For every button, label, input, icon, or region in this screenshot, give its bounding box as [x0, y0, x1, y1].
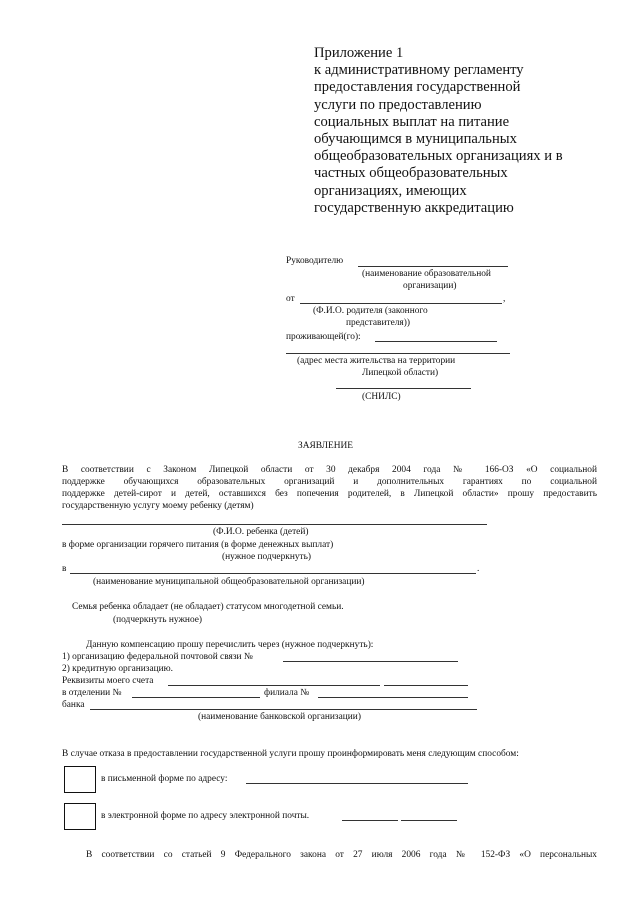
intro-line: государственную услугу моему ребенку (детям): [62, 501, 254, 511]
compensation-option-post: 1) организацию федеральной почтовой связи №: [62, 652, 253, 662]
appendix-line: услуги по предоставлению: [314, 96, 482, 113]
from-label: от: [286, 294, 295, 304]
family-status-hint: (подчеркнуть нужное): [113, 615, 203, 625]
org-hint: организации): [403, 281, 457, 291]
org-name-field[interactable]: [358, 266, 508, 267]
in-end: .: [477, 564, 480, 574]
post-option-label: в письменной форме по адресу:: [101, 774, 228, 784]
address-hint: Липецкой области): [362, 368, 439, 378]
account-field-2[interactable]: [384, 685, 468, 686]
filial-label: филиала №: [264, 688, 310, 698]
compensation-option-bank: 2) кредитную организацию.: [62, 664, 174, 674]
family-status-line: Семья ребенка обладает (не обладает) статусом многодетной семьи.: [72, 602, 344, 612]
school-hint: (наименование муниципальной общеобразовательной организации): [93, 577, 365, 587]
address-field[interactable]: [375, 341, 497, 342]
parent-hint: (Ф.И.О. родителя (законного: [313, 306, 428, 316]
footer-line: В соответствии со статьей 9 Федерального закона от 27 июля 2006 года № 152-ФЗ «О персональных: [86, 850, 597, 860]
appendix-line: общеобразовательных организациях и в: [314, 148, 563, 165]
intro-line: В соответствии с Законом Липецкой области от 30 декабря 2004 года № 166-ОЗ «О социальной: [62, 465, 597, 475]
org-hint: (наименование образовательной: [362, 269, 491, 279]
snils-field[interactable]: [336, 388, 471, 389]
post-address-field[interactable]: [246, 783, 468, 784]
email-field-2[interactable]: [401, 820, 457, 821]
account-label: Реквизиты моего счета: [62, 676, 154, 686]
child-name-field[interactable]: [62, 524, 487, 525]
to-label: Руководителю: [286, 256, 344, 266]
post-option-checkbox[interactable]: [64, 766, 96, 793]
compensation-intro: Данную компенсацию прошу перечислить через (нужное подчеркнуть):: [86, 640, 374, 650]
intro-line: поддержке детей-сирот и детей, оставшихся без попечения родителей, в Липецкой области» прошу предоставить: [62, 489, 597, 499]
filial-number-field[interactable]: [318, 697, 468, 698]
address-hint: (адрес места жительства на территории: [297, 356, 456, 366]
appendix-line: к административному регламенту: [314, 62, 524, 79]
form-hint: (нужное подчеркнуть): [222, 552, 312, 562]
email-option-checkbox[interactable]: [64, 803, 96, 830]
appendix-line: Приложение 1: [314, 45, 404, 61]
appendix-line: обучающимся в муниципальных: [314, 131, 517, 148]
appendix-line: частных общеобразовательных: [314, 165, 508, 182]
bank-label: банка: [62, 700, 85, 710]
document-title: ЗАЯВЛЕНИЕ: [298, 441, 353, 451]
appendix-line: организациях, имеющих: [314, 182, 467, 199]
child-hint: (Ф.И.О. ребенка (детей): [213, 527, 309, 537]
parent-name-field[interactable]: [300, 303, 502, 304]
post-office-number-field[interactable]: [283, 661, 458, 662]
appendix-line: государственную аккредитацию: [314, 199, 514, 216]
bank-hint: (наименование банковской организации): [198, 712, 361, 722]
appendix-line: предоставления государственной: [314, 79, 521, 96]
branch-number-field[interactable]: [132, 697, 260, 698]
in-label: в: [62, 564, 67, 574]
snils-hint: (СНИЛС): [362, 392, 401, 402]
refusal-line: В случае отказа в предоставлении государственной услуги прошу проинформировать меня следующим способом:: [62, 749, 519, 759]
account-field[interactable]: [168, 685, 380, 686]
branch-label: в отделении №: [62, 688, 122, 698]
from-comma: ,: [503, 294, 506, 304]
intro-line: поддержке обучающихся образовательных организаций и дополнительных гарантиях по социальной: [62, 477, 597, 487]
appendix-line: социальных выплат на питание: [314, 113, 510, 130]
form-line: в форме организации горячего питания (в форме денежных выплат): [62, 540, 334, 550]
residing-label: проживающей(го):: [286, 332, 361, 342]
appendix-block: [314, 45, 563, 217]
address-field-2[interactable]: [286, 353, 510, 354]
email-field[interactable]: [342, 820, 398, 821]
bank-name-field[interactable]: [90, 709, 477, 710]
school-name-field[interactable]: [70, 573, 476, 574]
parent-hint: представителя)): [346, 318, 410, 328]
email-option-label: в электронной форме по адресу электронной почты.: [101, 811, 310, 821]
